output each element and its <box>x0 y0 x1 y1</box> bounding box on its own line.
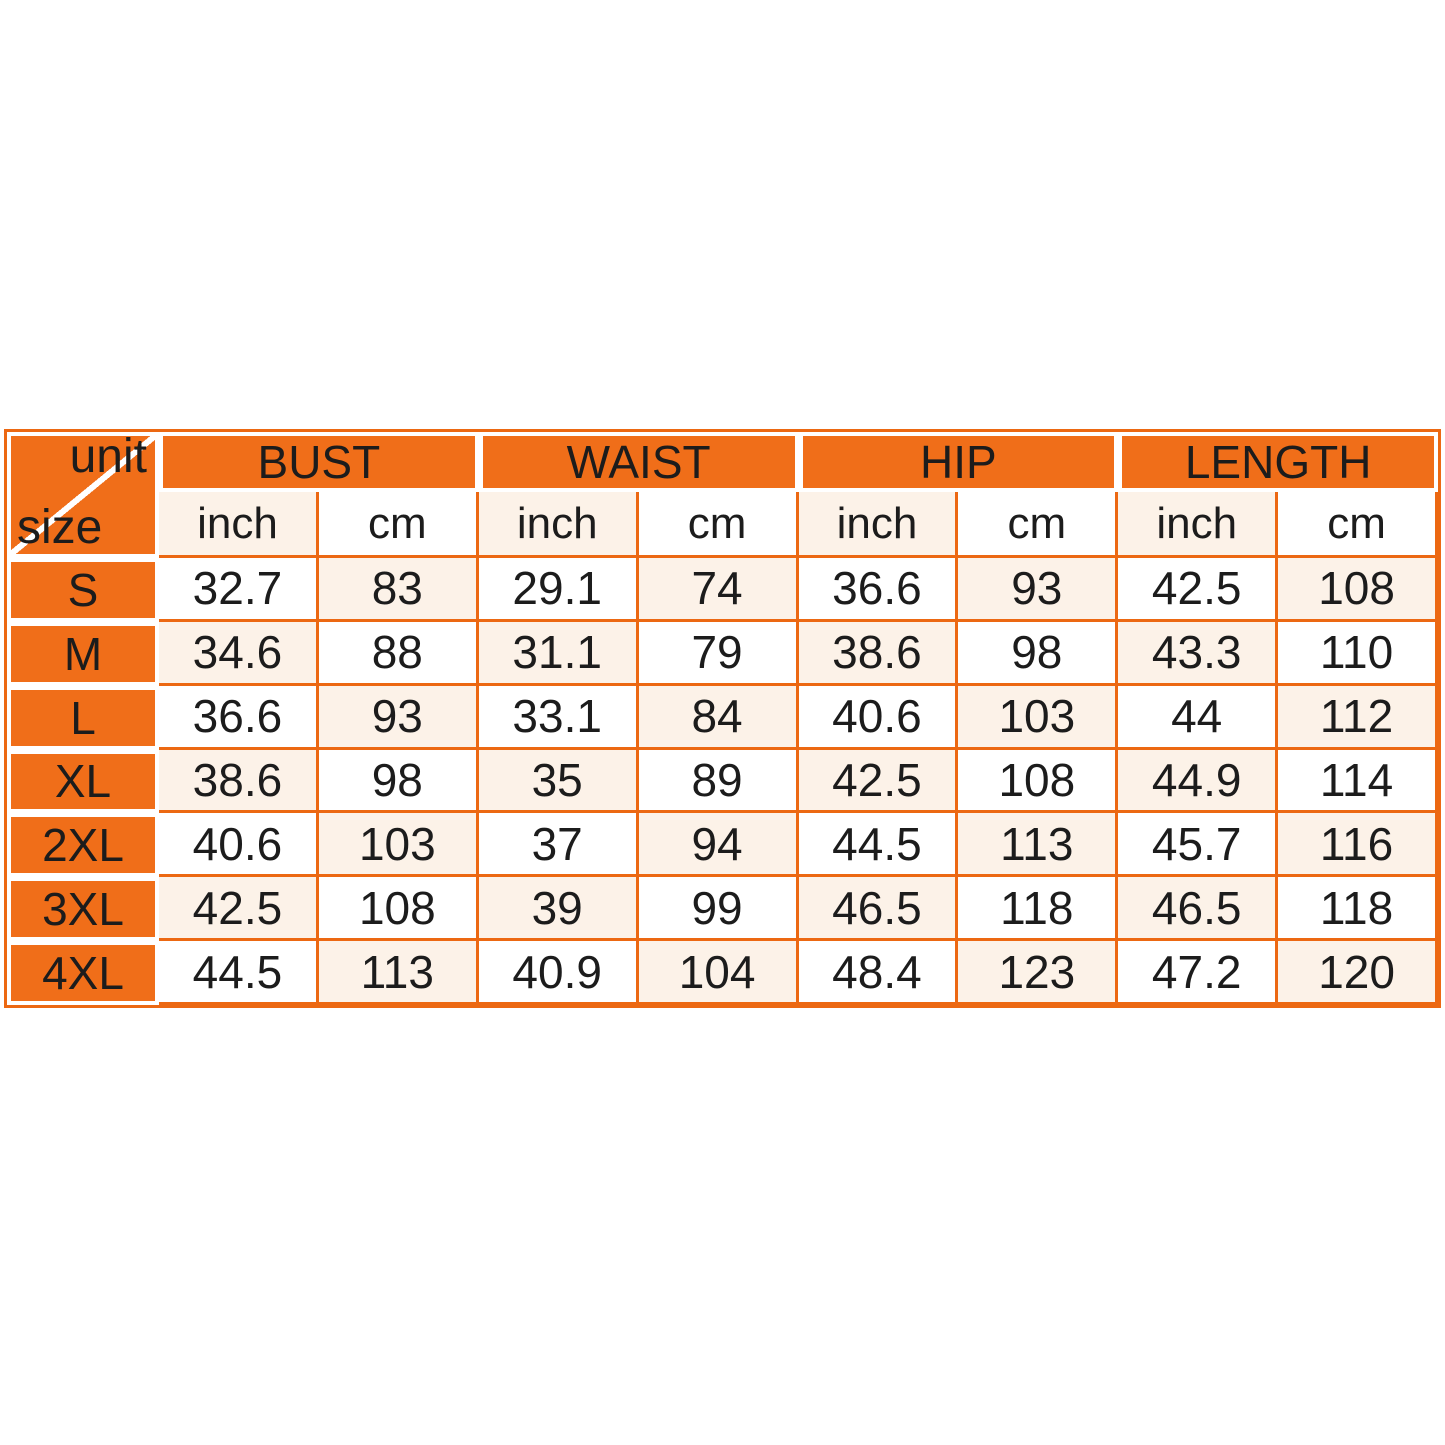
cell-2xl-waist-inch: 37 <box>479 813 639 877</box>
cell-s-bust-cm: 83 <box>319 558 479 622</box>
cell-xl-bust-cm: 98 <box>319 750 479 814</box>
group-header-hip: HIP <box>799 432 1119 492</box>
size-table-grid <box>7 432 1438 1005</box>
cell-m-bust-cm: 88 <box>319 622 479 686</box>
cell-3xl-hip-cm: 118 <box>958 877 1118 941</box>
cell-2xl-length-inch: 45.7 <box>1118 813 1278 877</box>
cell-3xl-hip-inch: 46.5 <box>799 877 959 941</box>
cell-2xl-hip-inch: 44.5 <box>799 813 959 877</box>
cell-xl-bust-inch: 38.6 <box>159 750 319 814</box>
cell-s-length-inch: 42.5 <box>1118 558 1278 622</box>
cell-4xl-waist-cm: 104 <box>639 941 799 1005</box>
unit-header-length-inch: inch <box>1118 492 1278 558</box>
cell-l-waist-inch: 33.1 <box>479 686 639 750</box>
cell-xl-waist-cm: 89 <box>639 750 799 814</box>
unit-header-hip-cm: cm <box>958 492 1118 558</box>
cell-s-hip-cm: 93 <box>958 558 1118 622</box>
unit-header-bust-cm: cm <box>319 492 479 558</box>
size-row-label-4xl: 4XL <box>7 941 159 1005</box>
cell-s-waist-cm: 74 <box>639 558 799 622</box>
unit-header-hip-inch: inch <box>799 492 959 558</box>
cell-3xl-bust-inch: 42.5 <box>159 877 319 941</box>
group-header-waist: WAIST <box>479 432 799 492</box>
size-row-label-s: S <box>7 558 159 622</box>
cell-2xl-hip-cm: 113 <box>958 813 1118 877</box>
cell-3xl-length-cm: 118 <box>1278 877 1438 941</box>
cell-s-bust-inch: 32.7 <box>159 558 319 622</box>
unit-header-waist-inch: inch <box>479 492 639 558</box>
corner-unit-label: unit <box>69 432 147 483</box>
cell-4xl-bust-inch: 44.5 <box>159 941 319 1005</box>
cell-l-hip-cm: 103 <box>958 686 1118 750</box>
cell-4xl-bust-cm: 113 <box>319 941 479 1005</box>
unit-header-length-cm: cm <box>1278 492 1438 558</box>
group-header-length: LENGTH <box>1118 432 1438 492</box>
size-row-label-3xl: 3XL <box>7 877 159 941</box>
size-row-label-l: L <box>7 686 159 750</box>
size-row-label-m: M <box>7 622 159 686</box>
cell-3xl-waist-inch: 39 <box>479 877 639 941</box>
cell-4xl-hip-inch: 48.4 <box>799 941 959 1005</box>
cell-s-waist-inch: 29.1 <box>479 558 639 622</box>
cell-m-waist-cm: 79 <box>639 622 799 686</box>
cell-l-bust-cm: 93 <box>319 686 479 750</box>
cell-xl-length-inch: 44.9 <box>1118 750 1278 814</box>
cell-3xl-length-inch: 46.5 <box>1118 877 1278 941</box>
size-row-label-xl: XL <box>7 750 159 814</box>
cell-xl-hip-cm: 108 <box>958 750 1118 814</box>
cell-2xl-bust-inch: 40.6 <box>159 813 319 877</box>
cell-xl-hip-inch: 42.5 <box>799 750 959 814</box>
cell-2xl-waist-cm: 94 <box>639 813 799 877</box>
cell-l-waist-cm: 84 <box>639 686 799 750</box>
group-header-bust: BUST <box>159 432 479 492</box>
corner-cell <box>7 432 159 558</box>
cell-l-bust-inch: 36.6 <box>159 686 319 750</box>
cell-xl-waist-inch: 35 <box>479 750 639 814</box>
cell-xl-length-cm: 114 <box>1278 750 1438 814</box>
cell-m-bust-inch: 34.6 <box>159 622 319 686</box>
cell-l-length-cm: 112 <box>1278 686 1438 750</box>
cell-4xl-hip-cm: 123 <box>958 941 1118 1005</box>
size-row-label-2xl: 2XL <box>7 813 159 877</box>
cell-4xl-length-cm: 120 <box>1278 941 1438 1005</box>
cell-s-length-cm: 108 <box>1278 558 1438 622</box>
cell-3xl-waist-cm: 99 <box>639 877 799 941</box>
cell-m-hip-cm: 98 <box>958 622 1118 686</box>
cell-2xl-length-cm: 116 <box>1278 813 1438 877</box>
cell-m-waist-inch: 31.1 <box>479 622 639 686</box>
cell-4xl-waist-inch: 40.9 <box>479 941 639 1005</box>
cell-3xl-bust-cm: 108 <box>319 877 479 941</box>
unit-header-bust-inch: inch <box>159 492 319 558</box>
size-chart-table <box>4 429 1441 1008</box>
cell-l-length-inch: 44 <box>1118 686 1278 750</box>
cell-2xl-bust-cm: 103 <box>319 813 479 877</box>
cell-m-length-cm: 110 <box>1278 622 1438 686</box>
cell-m-length-inch: 43.3 <box>1118 622 1278 686</box>
cell-m-hip-inch: 38.6 <box>799 622 959 686</box>
unit-header-waist-cm: cm <box>639 492 799 558</box>
cell-s-hip-inch: 36.6 <box>799 558 959 622</box>
cell-l-hip-inch: 40.6 <box>799 686 959 750</box>
corner-size-label: size <box>17 501 103 554</box>
cell-4xl-length-inch: 47.2 <box>1118 941 1278 1005</box>
